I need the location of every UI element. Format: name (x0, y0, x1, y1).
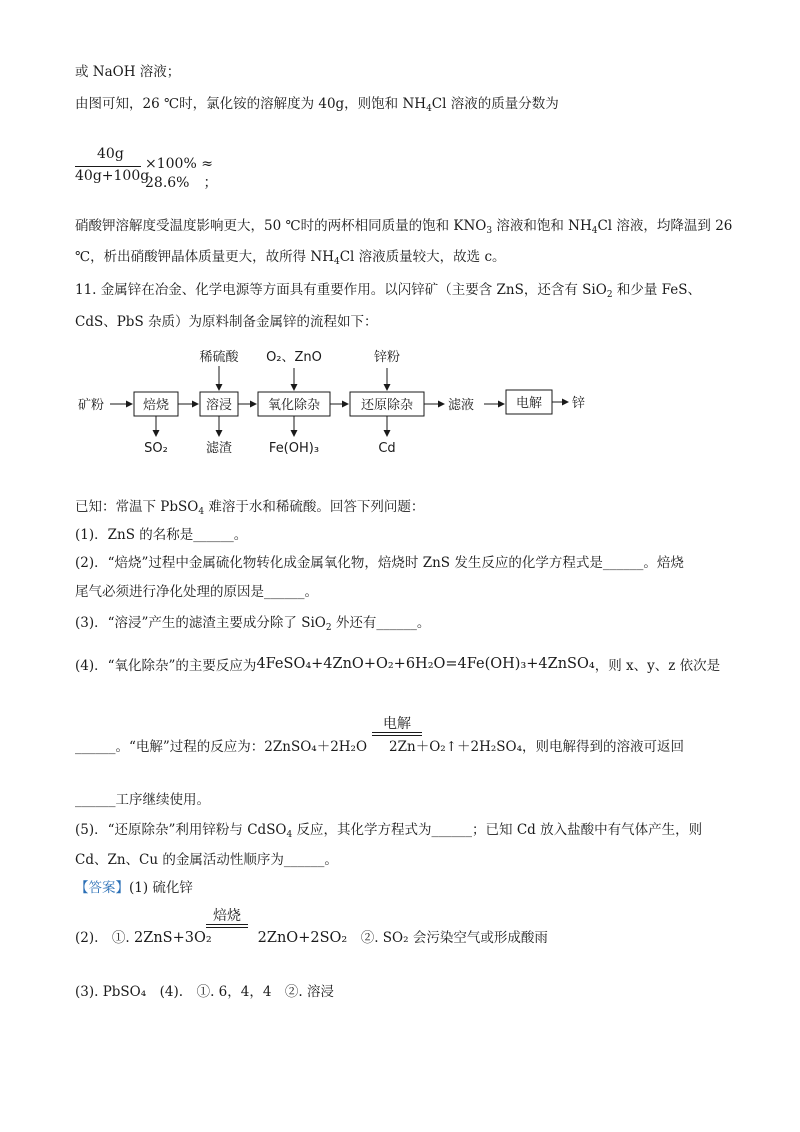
sub-question-5: (5)．“还原除杂”利用锌粉与 CdSO$_4$ 反应，其化学方程式为______；已知 Cd 放入盐酸中有气体产生，则 (75, 822, 703, 840)
reaction-condition (372, 716, 422, 736)
reaction-equation: 4FeSO₄+4ZnO+O₂+6H₂O=4Fe(OH)₃+4ZnSO₄ (256, 656, 595, 672)
text-line: ℃，析出硝酸钾晶体质量更大，故所得 $NH_4Cl$ 溶液质量较大，故选 c。 (75, 249, 506, 267)
question-11-stem: 11. 金属锌在冶金、化学电源等方面具有重要作用。以闪锌矿（主要含 ZnS，还含有 SiO$_2$ 和少量 FeS、 (75, 282, 701, 300)
flow-input-label: 锌粉 (373, 350, 401, 365)
text-line: Cd、Zn、Cu 的金属活动性顺序为______。 (75, 852, 338, 868)
fraction-bar (75, 166, 141, 167)
flow-end-label: 锌 (572, 396, 586, 411)
flow-input-label: 稀硫酸 (199, 350, 239, 365)
process-flow-diagram (74, 344, 594, 464)
flow-step-label: 焙烧 (142, 398, 170, 413)
text-line: ______。“电解”过程的反应为：2ZnSO₄＋2H₂O 2Zn＋O₂↑＋2H₂SO₄，则电解得到的溶液可返回 (75, 739, 685, 755)
flow-output-label: Cd (378, 441, 396, 456)
condition-label: 焙烧 (213, 908, 241, 924)
text-line: 硝酸钾溶解度受温度影响更大，50 ℃时的两杯相同质量的饱和 $KNO_3$ 溶液和饱和 $NH_4Cl$ 溶液，均降温到 26 (75, 218, 733, 236)
text-line: 已知：常温下 PbSO$_4$ 难溶于水和稀硫酸。回答下列问题： (75, 499, 425, 517)
answer-2: (2). ①. 2ZnS+3O₂ 2ZnO+2SO₂ ②. SO₂ 会污染空气或形成酸雨 (75, 930, 548, 946)
text-line: 或 NaOH 溶液； (75, 64, 181, 80)
fraction-result: ×100% ≈ 28.6% ； (145, 156, 218, 191)
equal-sign (372, 732, 422, 736)
condition-label: 电解 (383, 716, 411, 732)
flow-start-label: 矿粉 (78, 398, 105, 413)
fraction-numerator: 40g (97, 146, 124, 162)
fraction-denominator: 40g+100g (75, 168, 150, 184)
flow-input-label: O₂、ZnO (266, 350, 322, 365)
text-line: ______工序继续使用。 (75, 792, 210, 808)
sub-question-4: (4)．“氧化除杂”的主要反应为4FeSO₄+4ZnO+O₂+6H₂O=4Fe(OH)₃+4ZnSO₄，则 x、y、z 依次是 (75, 656, 721, 674)
flow-step-label: 还原除杂 (360, 398, 414, 413)
text-line: 尾气必须进行净化处理的原因是______。 (75, 584, 318, 600)
flow-output-label: Fe(OH)₃ (268, 441, 320, 456)
sub-question-2: (2)．“焙烧”过程中金属硫化物转化成金属氧化物，焙烧时 ZnS 发生反应的化学方程式是______。焙烧 (75, 555, 684, 571)
flow-step-label: 溶浸 (205, 398, 233, 413)
answer-1: 【答案】(1) 硫化锌 (75, 880, 193, 896)
sub-question-1: (1)．ZnS 的名称是______。 (75, 527, 248, 543)
text-line: CdS、PbS 杂质）为原料制备金属锌的流程如下： (75, 314, 378, 330)
reaction-condition (206, 908, 248, 928)
flow-output-label: 滤渣 (205, 441, 233, 456)
flow-filtrate-label: 滤液 (448, 398, 475, 413)
flow-output-label: SO₂ (144, 441, 168, 456)
sub-question-3: (3)．“溶浸”产生的滤渣主要成分除了 SiO$_2$ 外还有______。 (75, 615, 431, 633)
answer-tag: 【答案】 (75, 880, 129, 896)
flow-step-label: 氧化除杂 (267, 398, 321, 413)
text-line: 由图可知，26 ℃时，氯化铵的溶解度为 40g，则饱和 $NH_4Cl$ 溶液的质量分数为 (75, 96, 559, 114)
answer-3-4: (3). PbSO₄ (4). ①. 6，4，4 ②. 溶浸 (75, 984, 335, 1000)
flow-step-label: 电解 (515, 396, 543, 411)
